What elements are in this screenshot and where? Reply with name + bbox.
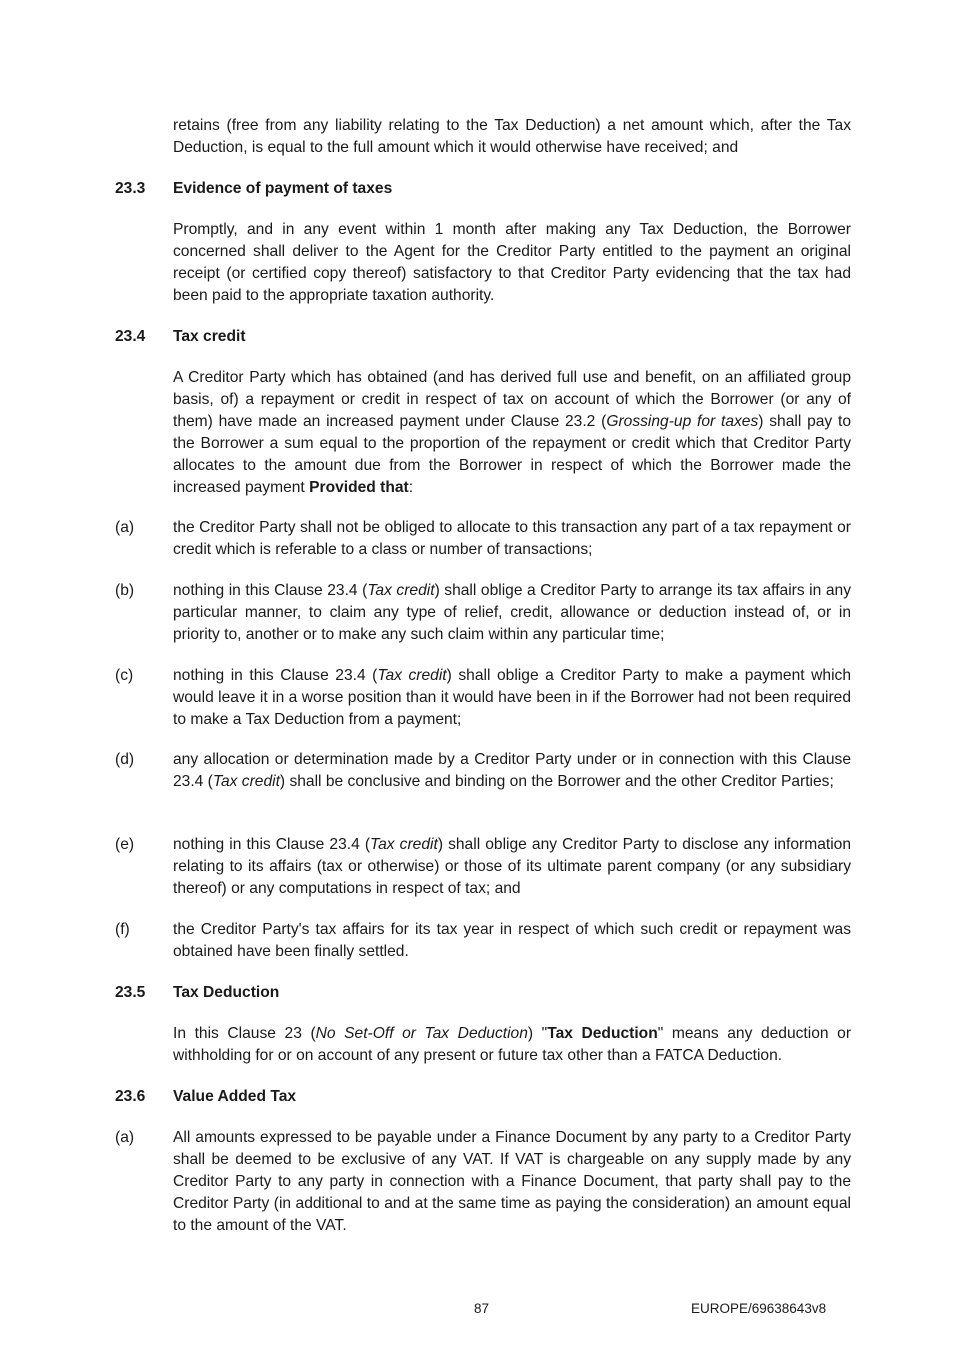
clause-title: Tax Deduction xyxy=(173,984,280,1001)
item-text: nothing in this Clause 23.4 (Tax credit) shall oblige a Creditor Party to arrange its tax affairs in any particular manner, to claim any type of relief, credit, allowance or deduction instead of, or in priority to, another or to make any such claim within any particular time; xyxy=(173,582,852,643)
intro-paragraph: retains (free from any liability relating to the Tax Deduction) a net amount which, after the Tax Deduction, is equal to the full amount which it would otherwise have received; and xyxy=(173,117,851,156)
item-label: (a) xyxy=(115,1129,135,1146)
clause-number: 23.5 xyxy=(115,984,146,1001)
item-text: nothing in this Clause 23.4 (Tax credit) shall oblige a Creditor Party to make a payment which would leave it in a worse position than it would have been in if the Borrower had not been required to make a Tax Deduction from a payment; xyxy=(173,667,852,728)
list-item xyxy=(115,665,851,731)
item-label: (f) xyxy=(115,921,130,938)
page-number: 87 xyxy=(474,1301,490,1316)
body-text: : xyxy=(408,479,414,496)
item-text: the Creditor Party's tax affairs for its tax year in respect of which such credit or repayment was obtained have been finally settled. xyxy=(173,921,851,960)
clause-number: 23.6 xyxy=(115,1088,146,1105)
cross-reference: Tax credit xyxy=(377,667,447,684)
clause-title: Evidence of payment of taxes xyxy=(173,180,393,197)
cross-reference: Grossing-up for taxes xyxy=(606,413,759,430)
item-text: nothing in this Clause 23.4 (Tax credit) shall oblige any Creditor Party to disclose any information relating to its affairs (tax or otherwise) or those of its ultimate parent company (or any subsidiary thereof) or any computations in respect of tax; and xyxy=(173,836,852,897)
list-item xyxy=(115,1127,851,1237)
item-text: the Creditor Party shall not be obliged to allocate to this transaction any part of a tax repayment or credit which is referable to a class or number of transactions; xyxy=(173,519,851,558)
cross-reference: No Set-Off or Tax Deduction xyxy=(315,1025,528,1042)
list-item xyxy=(115,749,851,793)
item-label: (a) xyxy=(115,519,135,536)
clause-number: 23.3 xyxy=(115,180,146,197)
clause-23-4-heading xyxy=(115,326,855,348)
clause-23-3-body: Promptly, and in any event within 1 month after making any Tax Deduction, the Borrower concerned shall deliver to the Agent for the Creditor Party entitled to the payment an original receipt (or certified copy thereof) satisfactory to that Creditor Party evidencing that the tax had been paid to the appropriate taxation authority. xyxy=(173,221,851,304)
item-text: any allocation or determination made by a Creditor Party under or in connection with this Clause 23.4 (Tax credit) shall be conclusive and binding on the Borrower and the other Creditor Parties; xyxy=(173,751,851,790)
body-text: A Creditor Party which has obtained (and has derived full use and benefit, on an affiliated group basis, of) a repayment or credit in respect of tax on account of which the Borrower (or any of them) have made an increased payment under Clause 23.2 ( xyxy=(173,369,851,430)
clause-number: 23.4 xyxy=(115,328,146,345)
item-label: (e) xyxy=(115,836,135,853)
item-label: (d) xyxy=(115,751,135,768)
defined-term: Tax Deduction xyxy=(547,1025,658,1042)
cross-reference: Tax credit xyxy=(370,836,438,853)
clause-title: Tax credit xyxy=(173,328,246,345)
list-item xyxy=(115,517,851,561)
clause-23-5-heading xyxy=(115,982,855,1004)
list-item xyxy=(115,834,851,900)
list-item xyxy=(115,580,851,646)
clause-23-3-heading xyxy=(115,178,855,200)
cross-reference: Tax credit xyxy=(367,582,435,599)
list-item xyxy=(115,919,851,963)
item-label: (c) xyxy=(115,667,134,684)
body-text: ) shall pay to the Borrower a sum equal to the proportion of the repayment or credit which that Creditor Party allocates to the amount due from the Borrower in respect of which the Borrower made the increased payment xyxy=(173,413,851,496)
clause-23-6-heading xyxy=(115,1086,855,1108)
item-label: (b) xyxy=(115,582,135,599)
document-reference: EUROPE/69638643v8 xyxy=(691,1301,827,1316)
item-text: All amounts expressed to be payable under a Finance Document by any party to a Creditor Party shall be deemed to be exclusive of any VAT. If VAT is chargeable on any supply made by any Creditor Party to any party in connection with a Finance Document, that party shall pay to the Creditor Party (in additional to and at the same time as paying the consideration) an amount equal to the amount of the VAT. xyxy=(173,1129,851,1234)
clause-23-5-body: In this Clause 23 (No Set-Off or Tax Deduction) "Tax Deduction" means any deduction or withholding for or on account of any present or future tax other than a FATCA Deduction. xyxy=(173,1025,852,1064)
proviso-term: Provided that xyxy=(309,479,409,496)
clause-title: Value Added Tax xyxy=(173,1088,297,1105)
clause-23-4-body xyxy=(173,367,851,499)
cross-reference: Tax credit xyxy=(212,773,280,790)
